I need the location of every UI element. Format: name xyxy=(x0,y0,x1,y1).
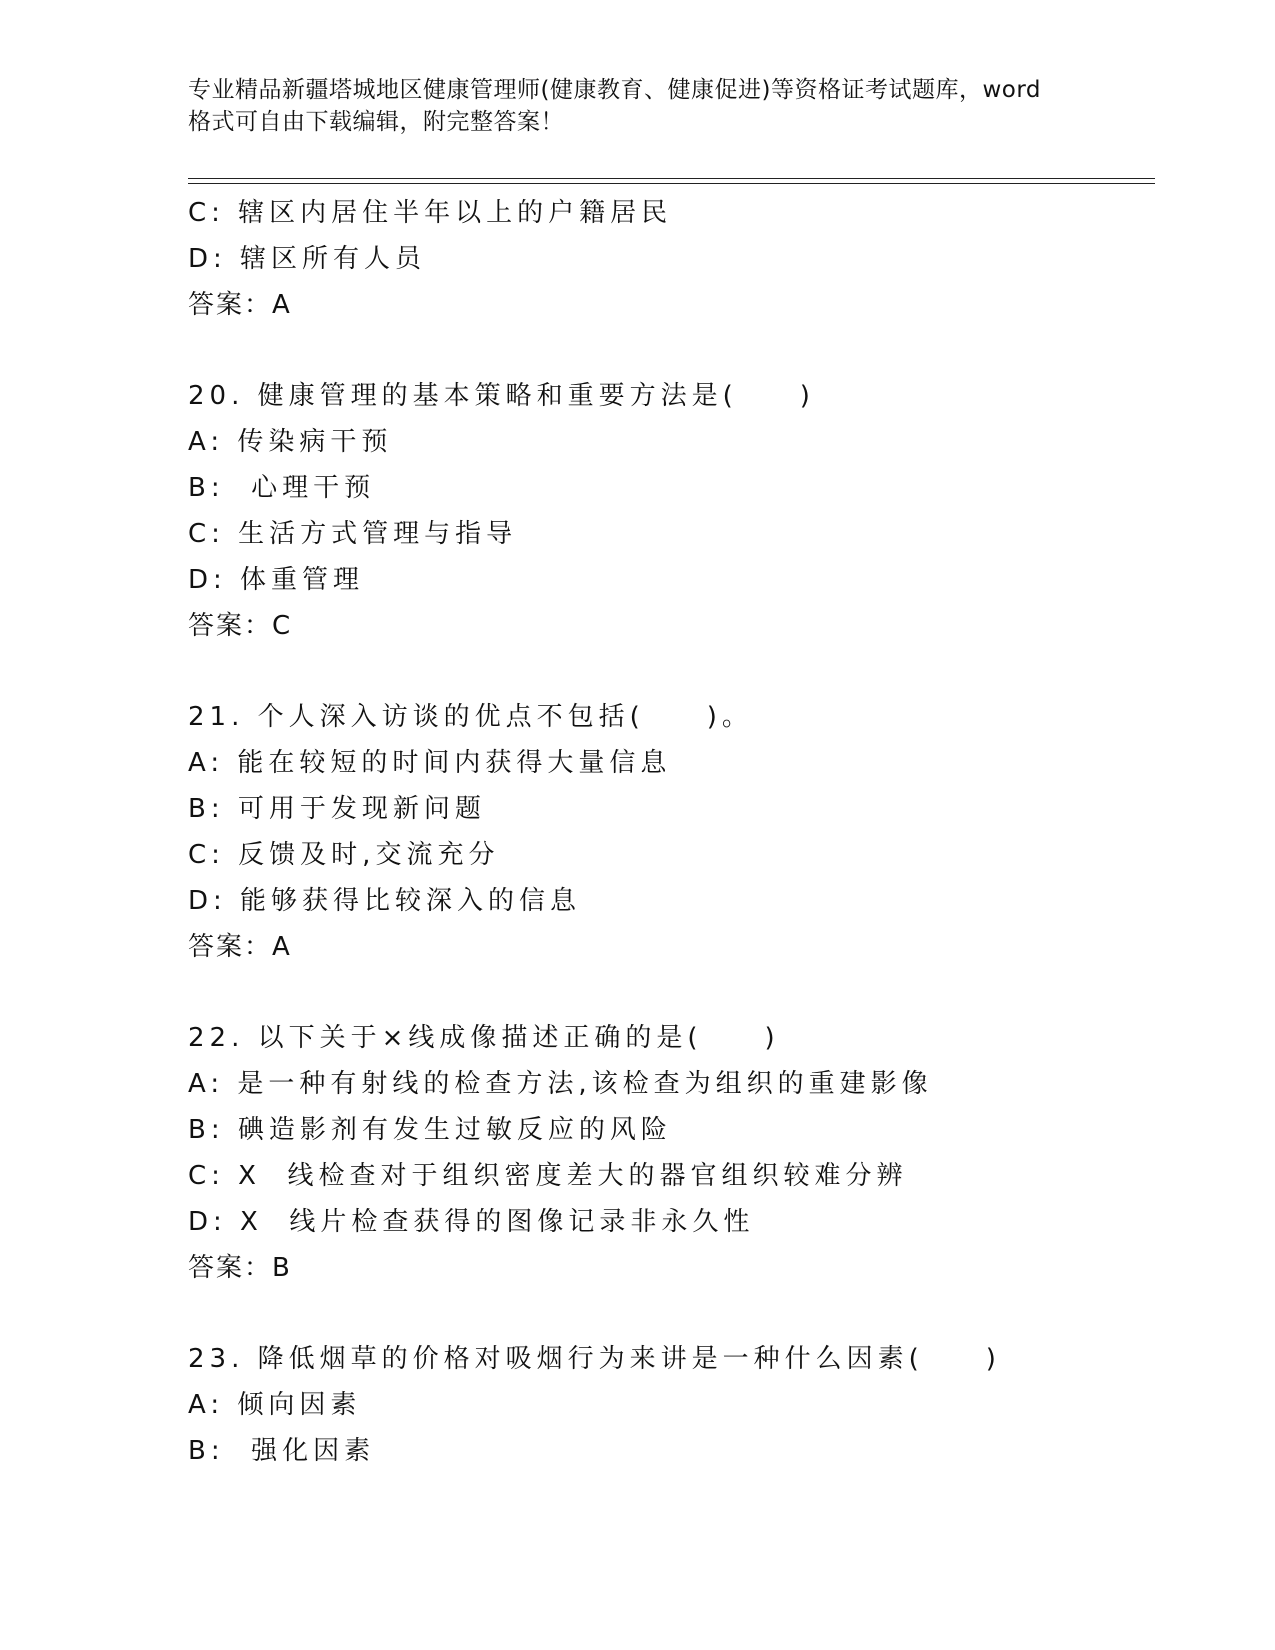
question-block-23 xyxy=(188,1336,1155,1474)
option-a: A: 传染病干预 xyxy=(188,427,393,457)
option-b: B: 强化因素 xyxy=(188,1436,376,1466)
question-block-22 xyxy=(188,1015,1155,1291)
option-a: A: 是一种有射线的检查方法,该检查为组织的重建影像 xyxy=(188,1069,933,1099)
option-c: C: X 线检查对于组织密度差大的器官组织较难分辨 xyxy=(188,1161,908,1191)
question-text: 22. 以下关于×线成像描述正确的是( ) xyxy=(188,1023,780,1053)
header-rule-top xyxy=(188,178,1155,179)
option-b: B: 可用于发现新问题 xyxy=(188,794,486,824)
answer-line: 答案：C xyxy=(188,611,293,641)
option-b: B: 碘造影剂有发生过敏反应的风险 xyxy=(188,1115,672,1145)
answer-line: 答案：B xyxy=(188,1253,292,1283)
header-line-1: 专业精品新疆塔城地区健康管理师(健康教育、健康促进)等资格证考试题库，word xyxy=(188,77,1041,103)
option-b: B: 心理干预 xyxy=(188,473,376,503)
option-d: D: 能够获得比较深入的信息 xyxy=(188,886,582,916)
option-c: C: 生活方式管理与指导 xyxy=(188,519,518,549)
question-text: 23. 降低烟草的价格对吸烟行为来讲是一种什么因素( ) xyxy=(188,1344,1001,1374)
spacer xyxy=(188,970,1155,1015)
spacer xyxy=(188,328,1155,373)
option-d: D: X 线片检查获得的图像记录非永久性 xyxy=(188,1207,755,1237)
question-text: 20. 健康管理的基本策略和重要方法是( ) xyxy=(188,381,815,411)
option-c: C: 反馈及时,交流充分 xyxy=(188,840,500,870)
option-c: C: 辖区内居住半年以上的户籍居民 xyxy=(188,198,673,228)
question-text: 21. 个人深入访谈的优点不包括( )。 xyxy=(188,702,753,732)
document-header xyxy=(188,74,1088,138)
question-block-19 xyxy=(188,190,1155,328)
option-a: A: 能在较短的时间内获得大量信息 xyxy=(188,748,672,778)
question-block-21 xyxy=(188,694,1155,970)
answer-line: 答案：A xyxy=(188,290,292,320)
spacer xyxy=(188,1291,1155,1336)
option-a: A: 倾向因素 xyxy=(188,1390,362,1420)
option-d: D: 辖区所有人员 xyxy=(188,244,427,274)
option-d: D: 体重管理 xyxy=(188,565,365,595)
spacer xyxy=(188,649,1155,694)
answer-line: 答案：A xyxy=(188,932,292,962)
header-rule-bottom xyxy=(188,183,1155,184)
question-list xyxy=(188,190,1155,1474)
header-line-2: 格式可自由下载编辑，附完整答案！ xyxy=(188,109,564,135)
question-block-20 xyxy=(188,373,1155,649)
